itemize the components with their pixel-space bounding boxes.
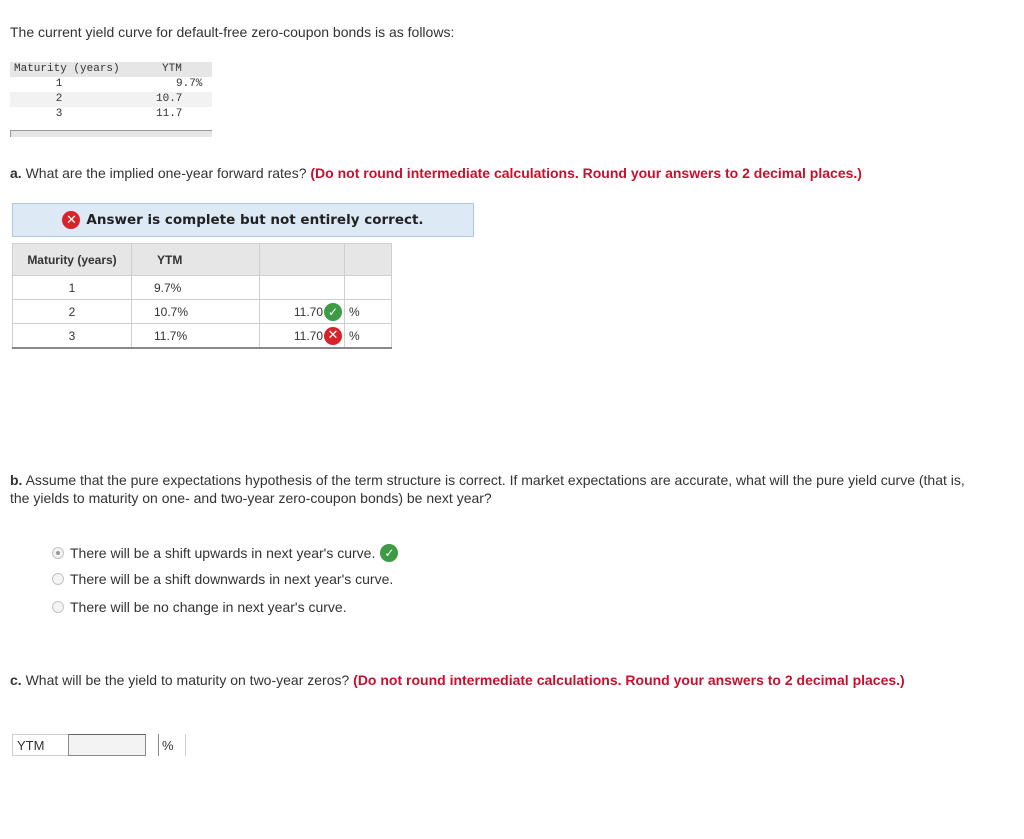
answer-status-banner	[12, 203, 474, 237]
header-ytm: YTM	[132, 244, 260, 276]
table-row	[13, 300, 392, 324]
question-a	[10, 164, 862, 182]
table-row	[13, 324, 392, 349]
given-yield-table	[10, 62, 212, 137]
cell-unit: %	[345, 300, 392, 324]
question-c	[10, 671, 1000, 689]
given-table-header	[10, 62, 212, 77]
given-header-maturity: Maturity (years)	[14, 63, 120, 75]
question-b-text: Assume that the pure expectations hypothesis of the term structure is correct. If market expectations are accurate, what will the pure yield curve (that is, the yields to maturity on one- and two-year zero-coupon bonds) be next year?	[10, 472, 965, 506]
given-cell-maturity: 1	[55, 78, 63, 90]
given-table-row	[10, 77, 212, 92]
question-a-label: a.	[10, 165, 22, 181]
forward-value: 11.70	[293, 304, 323, 319]
given-table-row	[10, 92, 212, 107]
given-cell-maturity: 2	[55, 93, 63, 105]
given-cell-ytm: 10.7	[156, 93, 183, 105]
given-table-footer	[10, 130, 212, 137]
header-unit	[345, 244, 392, 276]
forward-value: 11.70	[293, 328, 323, 343]
cell-ytm: 11.7%	[132, 324, 260, 349]
x-circle-icon: ✕	[62, 211, 80, 229]
header-maturity: Maturity (years)	[13, 244, 132, 276]
given-header-ytm: YTM	[162, 63, 182, 75]
radio-button-selected[interactable]	[52, 547, 64, 559]
cell-forward-empty	[260, 276, 345, 300]
cell-ytm: 10.7%	[132, 300, 260, 324]
option-shift-up[interactable]	[52, 544, 398, 562]
forward-table-header	[13, 244, 392, 276]
given-cell-maturity: 3	[55, 108, 63, 120]
cell-maturity: 3	[13, 324, 132, 349]
ytm-unit: %	[158, 734, 186, 756]
radio-button[interactable]	[52, 601, 64, 613]
option-label: There will be a shift upwards in next year's curve.	[70, 545, 376, 561]
forward-rates-table	[12, 243, 392, 349]
question-c-instruction: (Do not round intermediate calculations. Round your answers to 2 decimal places.)	[353, 672, 905, 688]
table-row	[13, 276, 392, 300]
cell-ytm: 9.7%	[132, 276, 260, 300]
intro-text: The current yield curve for default-free zero-coupon bonds is as follows:	[10, 24, 455, 40]
ytm-answer-row	[12, 734, 186, 756]
given-table-row	[10, 107, 212, 122]
question-a-text: What are the implied one-year forward rates?	[21, 165, 311, 181]
forward-input-year-3[interactable]	[260, 324, 345, 349]
option-no-change[interactable]	[52, 599, 347, 615]
check-circle-icon: ✓	[324, 303, 342, 321]
cell-maturity: 2	[13, 300, 132, 324]
question-c-label: c.	[10, 672, 22, 688]
check-circle-icon: ✓	[380, 544, 398, 562]
ytm-input[interactable]	[68, 734, 146, 756]
question-b	[10, 471, 970, 507]
header-forward	[260, 244, 345, 276]
radio-button[interactable]	[52, 573, 64, 585]
answer-status-text: Answer is complete but not entirely correct.	[86, 212, 424, 228]
ytm-field-label: YTM	[12, 734, 68, 756]
cell-maturity: 1	[13, 276, 132, 300]
question-b-label: b.	[10, 472, 23, 488]
question-a-instruction: (Do not round intermediate calculations. Round your answers to 2 decimal places.)	[310, 165, 862, 181]
option-label: There will be no change in next year's curve.	[70, 599, 347, 615]
option-shift-down[interactable]	[52, 571, 393, 587]
cell-unit: %	[345, 324, 392, 349]
x-circle-icon: ✕	[324, 327, 342, 345]
cell-unit-empty	[345, 276, 392, 300]
forward-input-year-2[interactable]	[260, 300, 345, 324]
given-cell-ytm: 11.7	[156, 108, 183, 120]
given-cell-ytm: 9.7%	[176, 78, 203, 90]
question-c-text: What will be the yield to maturity on two-year zeros?	[21, 672, 354, 688]
option-label: There will be a shift downwards in next year's curve.	[70, 571, 394, 587]
